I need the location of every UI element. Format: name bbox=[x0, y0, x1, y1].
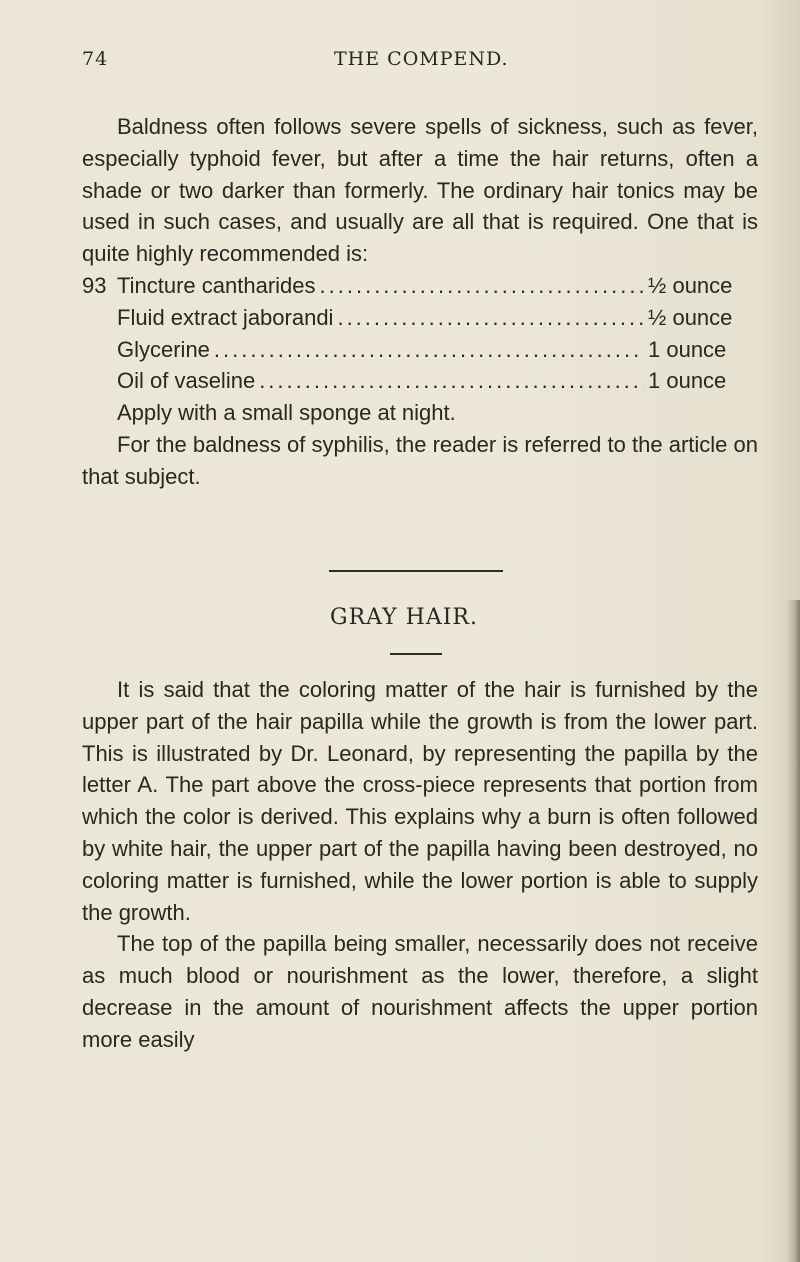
recipe-item-quantity: ½ ounce bbox=[648, 304, 733, 330]
leader-dots bbox=[320, 270, 644, 302]
body-paragraph: The top of the papilla being smaller, necessarily does not receive as much blood or nourishment as the lower, therefore, a slight decrease in the amount of nourishment affects the upper portion more easily bbox=[82, 931, 758, 1052]
recipe-instruction: Apply with a small sponge at night. bbox=[117, 400, 456, 426]
recipe bbox=[82, 270, 758, 397]
recipe-item-name: Tincture cantharides bbox=[117, 272, 316, 298]
recipe-line bbox=[82, 302, 758, 334]
recipe-number: 93 bbox=[82, 272, 107, 298]
recipe-item-quantity: 1 ounce bbox=[648, 368, 727, 394]
recipe-line bbox=[82, 270, 758, 302]
bottom-text-block bbox=[82, 674, 758, 1056]
recipe-item-name: Glycerine bbox=[117, 336, 210, 362]
recipe-item-name: Fluid extract jaborandi bbox=[117, 304, 334, 330]
page-edge-shadow bbox=[786, 600, 800, 1262]
section-heading bbox=[0, 605, 800, 630]
leader-dots bbox=[259, 365, 644, 397]
recipe-line bbox=[82, 365, 758, 397]
body-paragraph: It is said that the coloring matter of the hair is furnished by the upper part of the hair papilla while the growth is from the lower part. This is illustrated by Dr. Leonard, by representing the papilla by the letter A. The part above the cross-piece represents that portion from which the color is derived. This explains why a burn is often followed by white hair, the upper part of the papilla having been destroyed, no coloring matter is furnished, while the lower portion is able to supply the growth. bbox=[82, 677, 758, 925]
running-head: THE COMPEND. bbox=[334, 48, 509, 70]
recipe-item-name: Oil of vaseline bbox=[117, 368, 256, 394]
section-title: GRAY HAIR. bbox=[330, 605, 478, 630]
syphilis-note: For the baldness of syphilis, the reader is referred to the article on that subject. bbox=[82, 431, 758, 489]
recipe-line bbox=[82, 334, 758, 366]
page-header bbox=[82, 48, 722, 78]
recipe-item-quantity: ½ ounce bbox=[648, 272, 733, 298]
section-rule-top bbox=[329, 570, 503, 572]
recipe-item-quantity: 1 ounce bbox=[648, 336, 727, 362]
intro-paragraph: Baldness often follows severe spells of sickness, such as fever, especially typhoid fever, but after a time the hair returns, often a shade or two darker than formerly. The ordinary hair tonics may be used in such cases, and usually are all that is required. One that is quite highly recommended is: bbox=[82, 114, 758, 267]
top-text-block bbox=[82, 111, 758, 493]
leader-dots bbox=[214, 334, 644, 366]
section-rule-bottom bbox=[390, 653, 442, 655]
leader-dots bbox=[337, 302, 644, 334]
page-number: 74 bbox=[82, 48, 109, 70]
